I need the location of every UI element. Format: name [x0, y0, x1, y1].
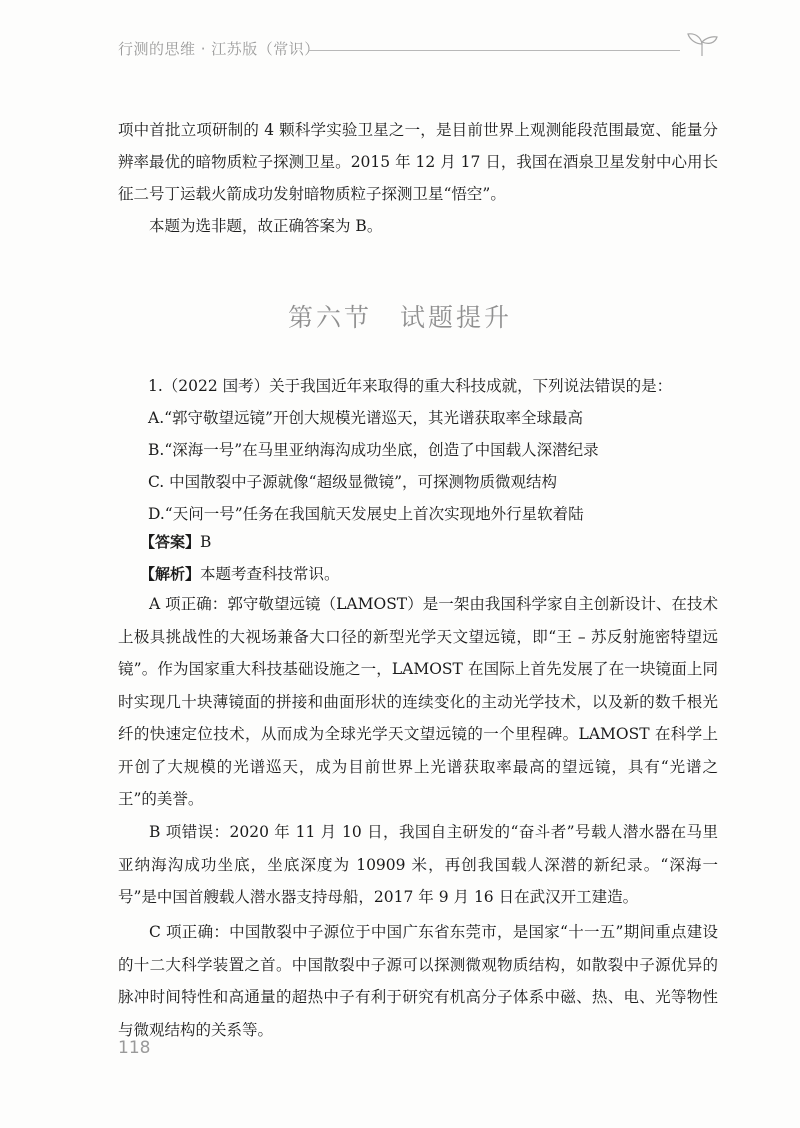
explanation-a: A 项正确：郭守敬望远镜（LAMOST）是一架由我国科学家自主创新设计、在技术上极具挑战性的大视场兼备大口径的新型光学天文望远镜，即“王 – 苏反射施密特望远镜”。作为国家重大科技基础设施之一，LAMOST 在国际上首先发展了在一块镜面上同时实现几十块薄镜面的拼接和曲面形状的连续变化的主动光学技术，以及新的数千根光纤的快速定位技术，从而成为全球光学天文望远镜的一个里程碑。LAMOST 在科学上开创了大规模的光谱巡天，成为目前世界上光谱获取率最高的望远镜，具有“光谱之王”的美誉。 — [118, 595, 718, 808]
analysis-label: 【解析】 — [140, 565, 201, 583]
answer-value: B — [200, 533, 212, 551]
option-a: A.“郭守敬望远镜”开创大规模光谱巡天，其光谱获取率全球最高 — [148, 409, 583, 427]
book-title: 行测的思维 · 江苏版（常识） — [118, 40, 320, 58]
answer-label: 【答案】 — [140, 533, 201, 551]
explanation-c: C 项正确：中国散裂中子源位于中国广东省东莞市，是国家“十一五”期间重点建设的十二大科学装置之首。中国散裂中子源可以探测微观物质结构，如散裂中子源优异的脉冲时间特性和高通量的超热中子有利于研究有机高分子体系中磁、热、电、光等物性与微观结构的关系等。 — [118, 923, 718, 1039]
page-number: 118 — [118, 1038, 151, 1058]
explanation-b: B 项错误：2020 年 11 月 10 日，我国自主研发的“奋斗者”号载人潜水器在马里亚纳海沟成功坐底，坐底深度为 10909 米，再创我国载人深潜的新纪录。“深海一号”是中国首艘载人潜水器支持母船，2017 年 9 月 16 日在武汉开工建造。 — [118, 823, 718, 906]
option-b: B.“深海一号”在马里亚纳海沟成功坐底，创造了中国载人深潜纪录 — [148, 441, 599, 459]
analysis-line — [140, 558, 340, 590]
running-header — [118, 38, 718, 62]
section-heading: 第六节 试题提升 — [287, 303, 512, 332]
intro-paragraph: 项中首批立项研制的 4 颗科学实验卫星之一，是目前世界上观测能段范围最宽、能量分辨率最优的暗物质粒子探测卫星。2015 年 12 月 17 日，我国在酒泉卫星发射中心用长征二号丁运载火箭成功发射暗物质粒子探测卫星“悟空”。 — [118, 121, 718, 203]
option-c: C. 中国散裂中子源就像“超级显微镜”，可探测物质微观结构 — [148, 473, 558, 491]
analysis-intro: 本题考查科技常识。 — [200, 565, 340, 583]
conclusion-paragraph: 本题为选非题，故正确答案为 B。 — [149, 217, 383, 235]
option-d: D.“天问一号”任务在我国航天发展史上首次实现地外行星软着陆 — [148, 505, 584, 523]
header-rule — [308, 50, 680, 51]
question-stem: 1.（2022 国考）关于我国近年来取得的重大科技成就，下列说法错误的是： — [148, 377, 673, 395]
sprout-leaf-icon — [684, 30, 720, 58]
answer-line — [140, 526, 211, 558]
